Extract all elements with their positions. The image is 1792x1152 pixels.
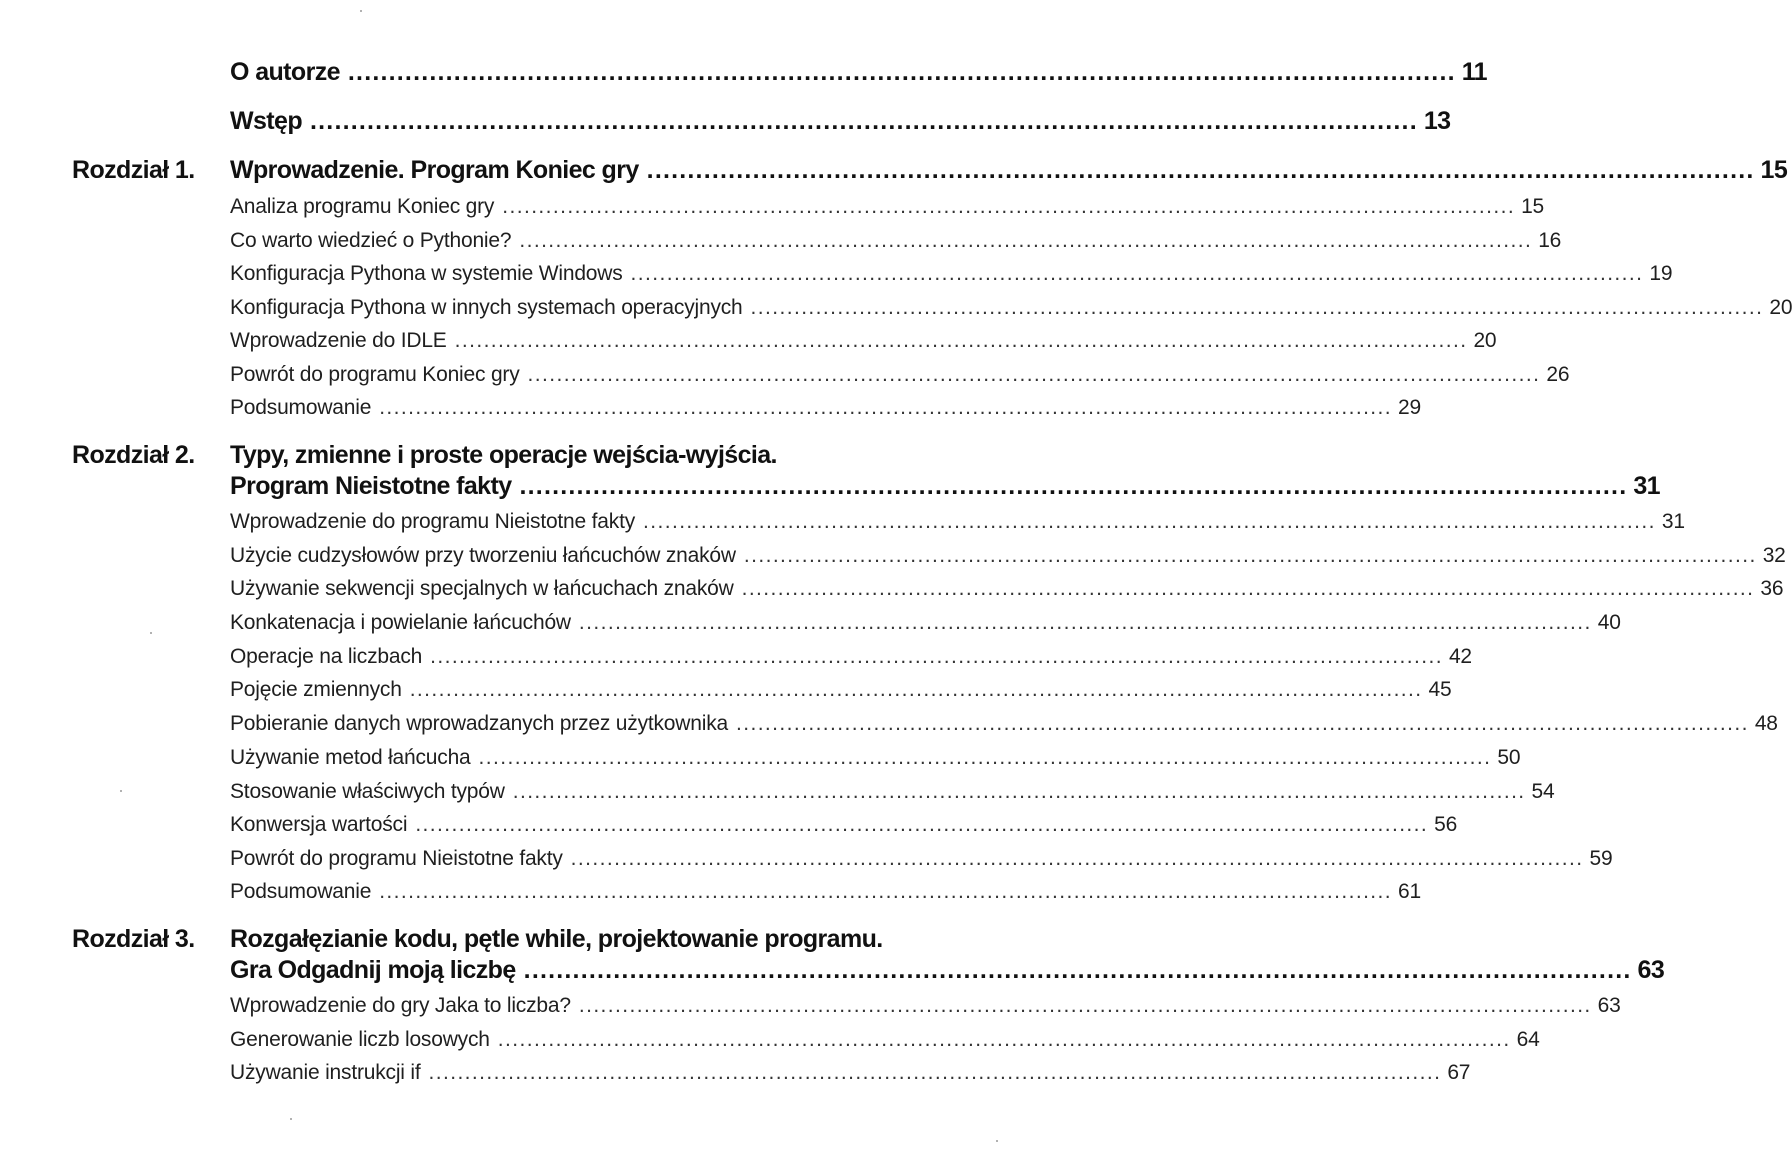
toc-entry [230,780,1555,804]
page-number: 42 [1448,645,1472,668]
entry-title: Konfiguracja Pythona w innych systemach operacyjnych [230,296,743,319]
page-number: 20 [1769,296,1792,319]
toc-entry [230,195,1545,219]
dot-leader: ............................................................................................................................................ [454,329,1468,352]
page-number: 59 [1589,847,1613,870]
scan-speck [996,1140,998,1142]
entry-title: Podsumowanie [230,880,372,903]
page-number: 63 [1637,956,1665,984]
page-number: 56 [1434,813,1458,836]
page-number: 29 [1398,396,1421,419]
toc-entry [230,262,1673,286]
scan-speck [120,790,122,792]
toc-entry [230,544,1786,568]
entry-title: Pobieranie danych wprowadzanych przez użytkownika [230,712,728,735]
toc-entry [230,363,1570,387]
page-number: 13 [1423,107,1451,135]
entry-title: Użycie cudzysłowów przy tworzeniu łańcuchów znaków [230,544,736,567]
chapter-title: Gra Odgadnij moją liczbę [230,956,516,984]
page-number: 50 [1497,746,1521,769]
entry-title: Powrót do programu Nieistotne fakty [230,847,563,870]
page-number: 31 [1633,472,1660,500]
page-number: 36 [1760,577,1784,600]
entry-title: Generowanie liczb losowych [230,1028,490,1051]
entry-title: Operacje na liczbach [230,645,423,668]
page-number: 15 [1521,195,1545,218]
toc-entry [230,813,1458,837]
page-number: 64 [1516,1028,1540,1051]
toc-entry [230,678,1452,702]
toc-entry [230,1061,1471,1085]
page-number: 40 [1597,611,1621,634]
chapter-title-row [230,956,1665,985]
toc-entry [230,746,1521,770]
dot-leader: ............................................................................................................................................ [478,746,1492,769]
entry-title: Pojęcie zmiennych [230,678,402,701]
entry-title: Konfiguracja Pythona w systemie Windows [230,262,623,285]
page-number: 63 [1597,994,1621,1017]
entry-title: Używanie sekwencji specjalnych w łańcuchach znaków [230,577,734,600]
dot-leader: ............................................................................................................................................ [735,712,1749,735]
chapter-label: Rozdział 2. [72,441,195,469]
entry-title: Wprowadzenie do gry Jaka to liczba? [230,994,571,1017]
page-number: 20 [1473,329,1497,352]
dot-leader: ........................................................................................................................................ [310,107,1418,135]
toc-entry [230,847,1613,871]
entry-title: Używanie metod łańcucha [230,746,471,769]
dot-leader: ............................................................................................................................................ [512,780,1526,803]
dot-leader: ........................................................................................................................................ [347,58,1456,86]
toc-entry-o-autorze [230,58,1487,87]
dot-leader: ............................................................................................................................................ [570,847,1584,870]
toc-entry [230,577,1784,601]
toc-entry [230,296,1792,320]
entry-title: Konkatenacja i powielanie łańcuchów [230,611,571,634]
toc-entry [230,611,1621,635]
dot-leader: ............................................................................................................................................ [428,1061,1442,1084]
dot-leader: ............................................................................................................................................ [519,229,1533,252]
entry-title: Wprowadzenie do IDLE [230,329,447,352]
page-number: 11 [1461,58,1487,86]
chapter-title: Program Nieistotne fakty [230,472,512,500]
chapter-title-row [230,472,1660,501]
chapter-title: Wprowadzenie. Program Koniec gry [230,156,639,184]
entry-title: Podsumowanie [230,396,372,419]
page-number: 67 [1447,1061,1471,1084]
dot-leader: ........................................................................................................................................ [523,956,1632,984]
toc-entry [230,712,1778,736]
dot-leader: ........................................................................................................................................ [519,472,1628,500]
dot-leader: ........................................................................................................................................ [646,156,1755,184]
toc-entry-wstep [230,107,1451,136]
dot-leader: ............................................................................................................................................ [409,678,1423,701]
page-number: 15 [1760,156,1788,184]
toc-entry [230,645,1472,669]
dot-leader: ............................................................................................................................................ [643,510,1656,533]
dot-leader: ............................................................................................................................................ [743,544,1757,567]
dot-leader: ............................................................................................................................................ [497,1028,1511,1051]
dot-leader: ............................................................................................................................................ [578,611,1592,634]
entry-title: Konwersja wartości [230,813,408,836]
entry-title: Powrót do programu Koniec gry [230,363,520,386]
dot-leader: ............................................................................................................................................ [741,577,1755,600]
dot-leader: ............................................................................................................................................ [502,195,1516,218]
toc-entry [230,396,1421,420]
toc-entry [230,994,1621,1018]
dot-leader: ............................................................................................................................................ [415,813,1429,836]
page-number: 16 [1538,229,1562,252]
entry-title: Używanie instrukcji if [230,1061,421,1084]
toc-entry [230,329,1497,353]
page-number: 32 [1762,544,1786,567]
chapter-title-line1: Typy, zmienne i proste operacje wejścia-wyjścia. [230,441,777,469]
entry-title: Wprowadzenie do programu Nieistotne fakty [230,510,636,533]
chapter-label: Rozdział 1. [72,156,195,184]
dot-leader: ............................................................................................................................................ [578,994,1592,1017]
page-number: 54 [1531,780,1555,803]
dot-leader: ............................................................................................................................................ [630,262,1644,285]
dot-leader: ............................................................................................................................................ [750,296,1764,319]
dot-leader: ............................................................................................................................................ [379,396,1393,419]
scan-speck [360,10,362,12]
page-number: 26 [1546,363,1570,386]
toc-entry [230,229,1562,253]
page-number: 19 [1649,262,1673,285]
chapter-label: Rozdział 3. [72,925,195,953]
dot-leader: ............................................................................................................................................ [527,363,1541,386]
toc-entry [230,510,1685,534]
page-number: 31 [1661,510,1685,533]
entry-title: Wstęp [230,107,303,135]
page-number: 45 [1428,678,1452,701]
dot-leader: ............................................................................................................................................ [430,645,1443,668]
entry-title: Co warto wiedzieć o Pythonie? [230,229,512,252]
page-number: 61 [1398,880,1421,903]
entry-title: Stosowanie właściwych typów [230,780,505,803]
chapter-title-line1: Rozgałęzianie kodu, pętle while, projektowanie programu. [230,925,883,953]
entry-title: O autorze [230,58,340,86]
page-number: 48 [1754,712,1778,735]
dot-leader: ............................................................................................................................................ [379,880,1393,903]
scan-speck [150,632,152,634]
chapter-title-row [230,156,1788,185]
entry-title: Analiza programu Koniec gry [230,195,495,218]
toc-entry [230,1028,1540,1052]
scan-speck [290,1118,292,1120]
toc-entry [230,880,1421,904]
